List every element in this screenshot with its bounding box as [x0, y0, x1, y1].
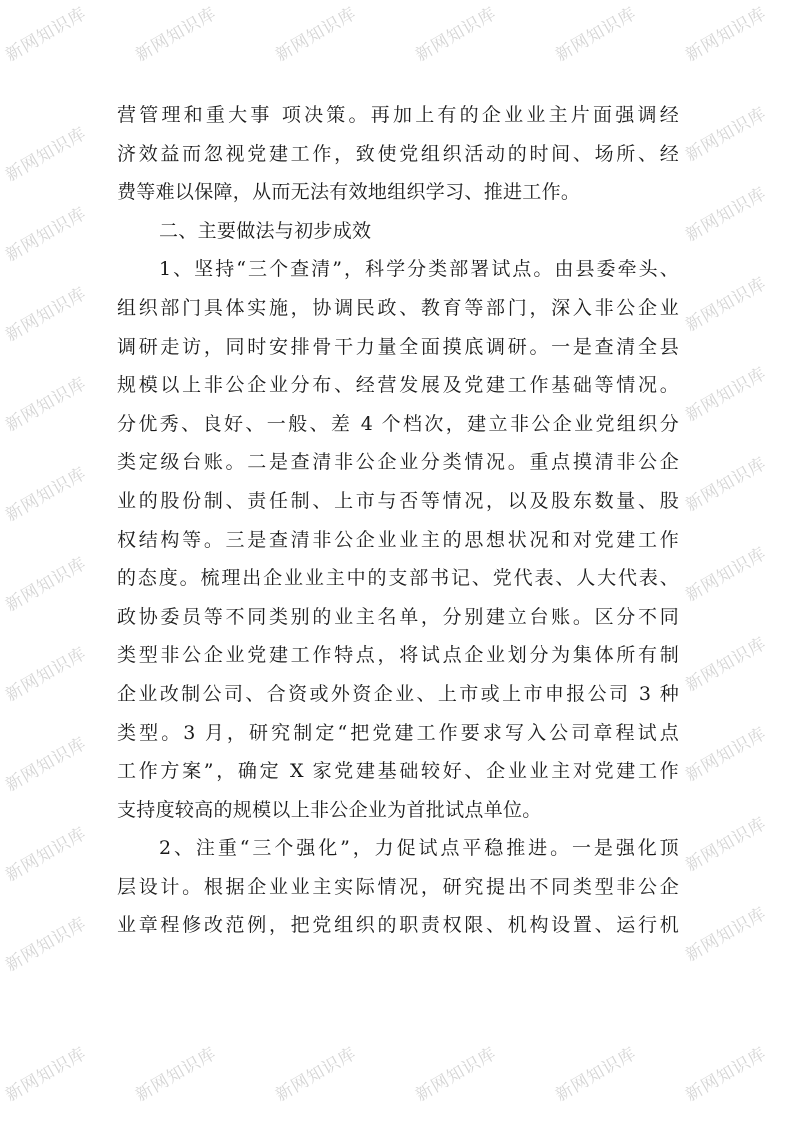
paragraph-line: 企业改制公司、合资或外资企业、上市或上市申报公司 3 种: [117, 682, 679, 705]
watermark-text: 新网知识库: [2, 913, 91, 976]
watermark-text: 新网知识库: [2, 283, 91, 346]
paragraph-line: 权结构等。三是查清非公企业业主的思想状况和对党建工作: [117, 528, 679, 551]
paragraph-line: 济效益而忽视党建工作，致使党组织活动的时间、场所、经: [117, 142, 679, 165]
watermark-text: 新网知识库: [682, 543, 771, 606]
watermark-text: 新网知识库: [682, 183, 771, 246]
paragraph-line: 政协委员等不同类别的业主名单，分别建立台账。区分不同: [117, 605, 679, 628]
watermark-text: 新网知识库: [682, 3, 771, 66]
watermark-text: 新网知识库: [412, 3, 501, 66]
paragraph-line: 1、坚持“三个查清”，科学分类部署试点。由县委牵头、: [159, 258, 679, 281]
watermark-text: 新网知识库: [682, 453, 771, 516]
watermark-text: 新网知识库: [682, 723, 771, 786]
paragraph-line: 营管理和重大事 项决策。再加上有的企业业主片面强调经: [117, 104, 679, 126]
watermark-text: 新网知识库: [2, 553, 91, 616]
watermark-text: 新网知识库: [2, 373, 91, 436]
paragraph-line: 业章程修改范例，把党组织的职责权限、机构设置、运行机: [117, 914, 679, 937]
paragraph-line: 的态度。梳理出企业业主中的支部书记、党代表、人大代表、: [117, 567, 679, 590]
watermark-text: 新网知识库: [132, 3, 221, 66]
watermark-text: 新网知识库: [132, 1043, 221, 1106]
paragraph-line: 类型非公企业党建工作特点，将试点企业划分为集体所有制: [117, 644, 679, 667]
watermark-text: 新网知识库: [682, 1043, 771, 1106]
watermark-text: 新网知识库: [682, 363, 771, 426]
paragraph-line: 分优秀、良好、一般、差 4 个档次，建立非公企业党组织分: [117, 412, 679, 435]
watermark-text: 新网知识库: [2, 823, 91, 886]
watermark-text: 新网知识库: [272, 3, 361, 66]
paragraph-line: 层设计。根据企业业主实际情况，研究提出不同类型非公企: [117, 875, 679, 898]
watermark-text: 新网知识库: [412, 1043, 501, 1106]
watermark-text: 新网知识库: [2, 1043, 91, 1106]
watermark-text: 新网知识库: [2, 123, 91, 186]
watermark-text: 新网知识库: [682, 103, 771, 166]
watermark-text: 新网知识库: [552, 3, 641, 66]
paragraph-line: 支持度较高的规模以上非公企业为首批试点单位。: [117, 798, 542, 821]
watermark-text: 新网知识库: [2, 643, 91, 706]
section-heading: 二、主要做法与初步成效: [159, 219, 372, 242]
watermark-text: 新网知识库: [682, 633, 771, 696]
paragraph-line: 费等难以保障，从而无法有效地组织学习、推进工作。: [117, 181, 581, 204]
paragraph-line: 调研走访，同时安排骨干力量全面摸底调研。一是查清全县: [117, 335, 679, 358]
watermark-text: 新网知识库: [682, 273, 771, 336]
watermark-text: 新网知识库: [552, 1043, 641, 1106]
document-body: [117, 96, 679, 945]
paragraph-line: 类定级台账。二是查清非公企业分类情况。重点摸清非公企: [117, 451, 679, 474]
watermark-text: 新网知识库: [682, 813, 771, 876]
watermark-text: 新网知识库: [682, 903, 771, 966]
watermark-text: 新网知识库: [2, 203, 91, 266]
paragraph-line: 工作方案”，确定 X 家党建基础较好、企业业主对党建工作: [117, 760, 679, 783]
paragraph-line: 组织部门具体实施，协调民政、教育等部门，深入非公企业: [117, 296, 679, 319]
paragraph-line: 业的股份制、责任制、上市与否等情况，以及股东数量、股: [117, 489, 679, 512]
paragraph-line: 2、注重“三个强化”，力促试点平稳推进。一是强化顶: [159, 837, 679, 860]
watermark-text: 新网知识库: [2, 3, 91, 66]
paragraph-line: 类型。3 月，研究制定“把党建工作要求写入公司章程试点: [117, 721, 679, 744]
watermark-text: 新网知识库: [2, 463, 91, 526]
watermark-text: 新网知识库: [272, 1043, 361, 1106]
paragraph-line: 规模以上非公企业分布、经营发展及党建工作基础等情况。: [117, 374, 679, 397]
watermark-text: 新网知识库: [2, 733, 91, 796]
